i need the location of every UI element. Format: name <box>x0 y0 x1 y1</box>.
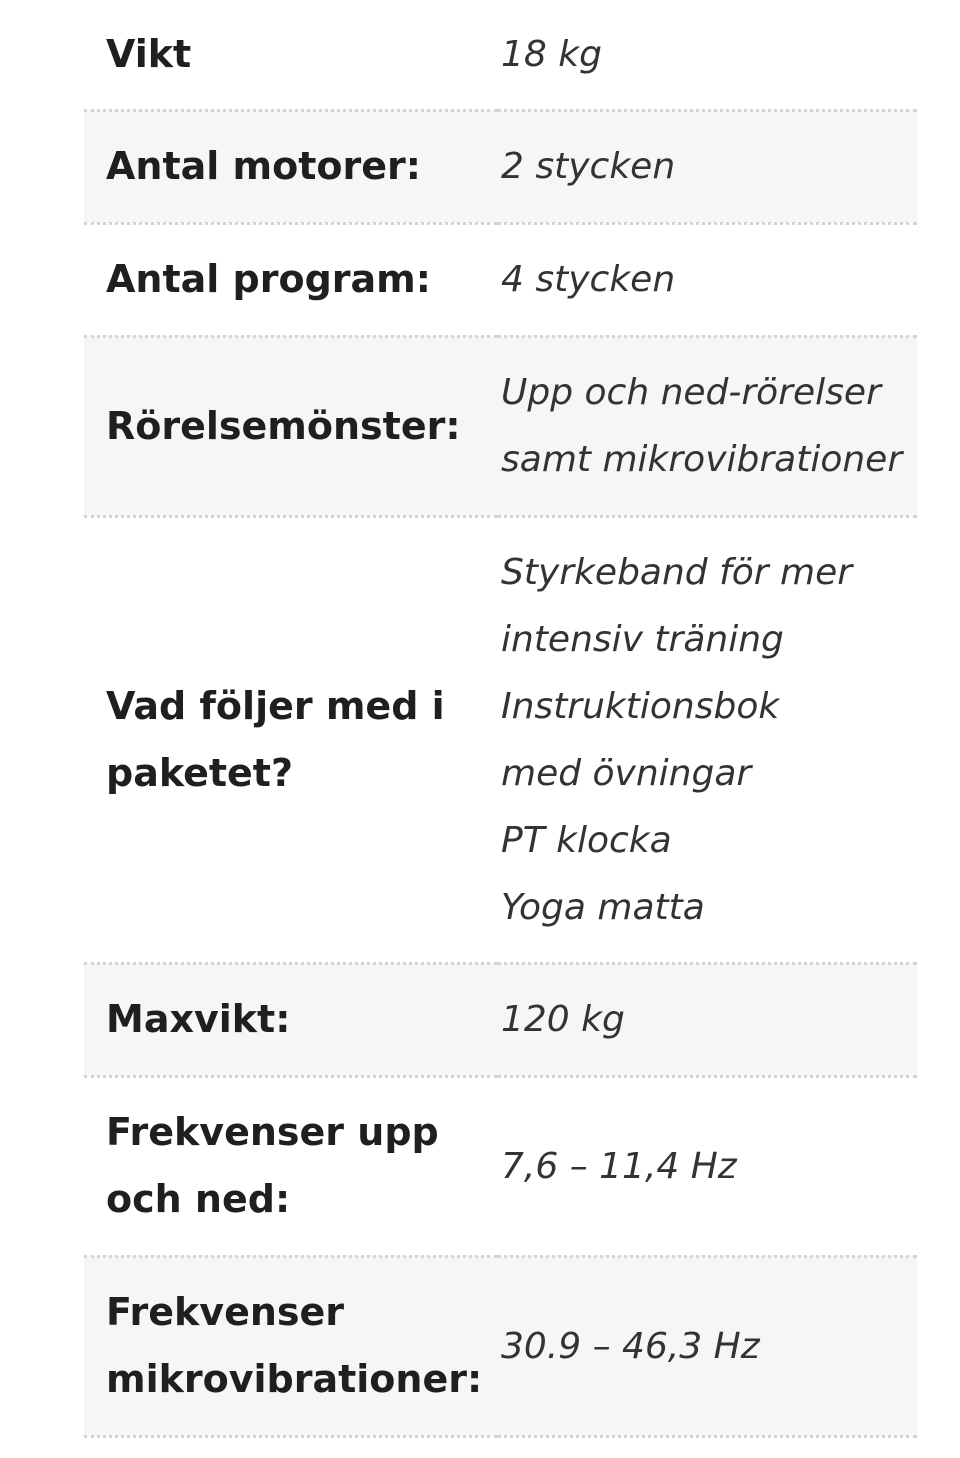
spec-row-weight <box>84 0 917 110</box>
spec-label: Vikt <box>106 31 192 76</box>
spec-value-line: Upp och ned-rörelser <box>501 372 881 413</box>
spec-value <box>497 963 917 1076</box>
spec-value-line: PT klocka <box>501 819 672 861</box>
spec-label: Rörelsemönster: <box>106 403 461 448</box>
spec-value-line: Yoga matta <box>501 886 705 928</box>
spec-label: Frekvenser upp och ned: <box>106 1110 439 1221</box>
spec-value-line: 18 kg <box>501 33 602 75</box>
spec-value-line: 120 kg <box>501 999 625 1040</box>
spec-value-line: samt mikrovibrationer <box>501 439 903 480</box>
spec-label: Antal motorer: <box>106 144 421 188</box>
spec-value <box>497 336 917 516</box>
spec-row-motors <box>84 110 917 223</box>
spec-row-movement-pattern <box>84 336 917 516</box>
spec-row-max-weight <box>84 963 917 1076</box>
spec-value <box>497 1256 917 1436</box>
spec-row-package-contents <box>84 516 917 963</box>
spec-label: Maxvikt: <box>106 997 291 1041</box>
spec-value <box>497 516 917 963</box>
spec-row-frequency-up-down <box>84 1076 917 1256</box>
spec-value <box>497 223 917 336</box>
spec-value-line: med övningar <box>501 752 752 794</box>
spec-value-line: intensiv träning <box>501 618 784 660</box>
spec-value-line: 7,6 – 11,4 Hz <box>501 1145 737 1187</box>
spec-value <box>497 0 917 110</box>
spec-label: Frekvenser mikrovibrationer: <box>106 1290 483 1401</box>
spec-value <box>497 1076 917 1256</box>
spec-value-line: 2 stycken <box>501 146 676 187</box>
spec-value-line: Styrkeband för mer <box>501 551 853 593</box>
spec-row-frequency-microvibrations <box>84 1256 917 1436</box>
spec-value <box>497 110 917 223</box>
spec-row-programs <box>84 223 917 336</box>
spec-value-line: 30.9 – 46,3 Hz <box>501 1325 760 1367</box>
spec-label: Vad följer med i paketet? <box>106 683 445 795</box>
specifications-table <box>84 0 917 1438</box>
spec-label: Antal program: <box>106 257 431 301</box>
spec-value-line: Instruktionsbok <box>501 685 780 727</box>
spec-value-line: 4 stycken <box>501 259 676 300</box>
